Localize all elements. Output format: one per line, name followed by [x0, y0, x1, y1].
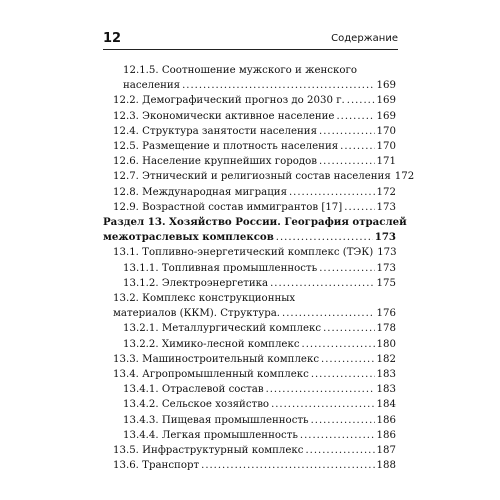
- toc-page-number: 169: [376, 80, 396, 92]
- dot-leader: [300, 428, 375, 443]
- toc-page-number: 186: [376, 414, 396, 426]
- toc-entry-title: 12.9. Возрастной состав иммигрантов [17]: [113, 201, 343, 213]
- toc-entry-line: [113, 367, 396, 382]
- toc-entry-line: [123, 276, 396, 291]
- toc-entry-line: [123, 397, 396, 412]
- toc-entry-line: [113, 443, 396, 458]
- toc-entry-title: 12.8. Международная миграция: [113, 186, 287, 198]
- toc-page-number: 170: [376, 141, 396, 153]
- toc-entry: [103, 367, 396, 382]
- toc-entry-line: [123, 337, 396, 352]
- toc-entry-title: материалов (ККМ). Структура.: [113, 308, 281, 320]
- dot-leader: [306, 443, 375, 458]
- toc-entry: [103, 397, 396, 412]
- toc-page-number: 180: [376, 338, 396, 350]
- toc-entry-line: [113, 200, 396, 215]
- toc-entry: [103, 154, 396, 169]
- toc-entry: [103, 382, 396, 397]
- running-head: Содержание: [331, 33, 398, 44]
- toc-page-number: 183: [376, 384, 396, 396]
- dot-leader: [201, 458, 374, 473]
- toc-entry-line: [113, 124, 396, 139]
- dot-leader: [270, 276, 374, 291]
- toc-page-number: 176: [376, 308, 396, 320]
- toc-entry: [103, 185, 396, 200]
- toc-entry-line: [113, 109, 396, 124]
- toc-entry: [103, 245, 396, 260]
- toc-entry-title: 13.4. Агропромышленный комплекс: [113, 369, 309, 381]
- toc-entry-title: 12.3. Экономически активное население: [113, 110, 335, 122]
- toc-entry: [103, 139, 396, 154]
- dot-leader: [319, 154, 375, 169]
- dot-leader: [266, 382, 375, 397]
- toc-entry: [103, 276, 396, 291]
- toc-entry: [103, 109, 396, 124]
- toc-page-number: 171: [376, 156, 396, 168]
- toc-entry-line: [123, 428, 396, 443]
- toc-entry-title: 13.4.4. Легкая промышленность: [123, 429, 298, 441]
- dot-leader: [282, 306, 375, 321]
- toc-entry-title: Раздел 13. Хозяйство России. География отраслей: [103, 216, 407, 229]
- toc-entry-title: 13.1.1. Топливная промышленность: [123, 262, 318, 274]
- dot-leader: [319, 124, 375, 139]
- toc-entry-line: [113, 291, 396, 306]
- dot-leader: [347, 93, 375, 108]
- toc-entry: [103, 413, 396, 428]
- toc-entry: [103, 261, 396, 276]
- dot-leader: [323, 321, 374, 336]
- toc-page-number: 188: [376, 460, 396, 472]
- toc-page-number: 178: [376, 323, 396, 335]
- toc-entry-title: 12.7. Этнический и религиозный состав населения: [113, 171, 391, 183]
- toc-entry-line: [123, 261, 396, 276]
- toc-entry-line: [113, 93, 396, 108]
- dot-leader: [336, 109, 374, 124]
- toc-page-number: 173: [374, 231, 396, 244]
- toc-entry-line: [113, 306, 396, 321]
- toc-entry-line: [113, 154, 396, 169]
- toc-entry: [103, 124, 396, 139]
- dot-leader: [311, 413, 375, 428]
- toc-entry-title: 13.3. Машиностроительный комплекс: [113, 353, 320, 365]
- toc-page-number: 173: [377, 247, 397, 259]
- toc-page-number: 186: [376, 429, 396, 441]
- toc-page-number: 169: [376, 95, 396, 107]
- toc-entry-line: [123, 382, 396, 397]
- toc-entry-title: межотраслевых комплексов: [103, 231, 274, 244]
- toc-page-number: 173: [376, 201, 396, 213]
- dot-leader: [321, 352, 375, 367]
- toc-page-number: 169: [376, 110, 396, 122]
- toc-entry-title: 13.2.2. Химико-лесной комплекс: [123, 338, 300, 350]
- toc-entry: [103, 169, 415, 184]
- dot-leader: [289, 185, 375, 200]
- toc-entry-line: [123, 78, 396, 93]
- toc-page-number: 175: [376, 277, 396, 289]
- toc-page-number: 172: [376, 186, 396, 198]
- toc-entry-line: [113, 139, 396, 154]
- toc-entry-line: [113, 352, 396, 367]
- table-of-contents: [103, 63, 415, 473]
- toc-page-number: 182: [376, 353, 396, 365]
- toc-entry-title: 12.1.5. Соотношение мужского и женского: [123, 65, 357, 76]
- dot-leader: [276, 230, 373, 245]
- toc-entry: [103, 337, 396, 352]
- toc-entry-line: [113, 169, 415, 184]
- toc-entry-title: населения: [123, 80, 181, 92]
- toc-entry-title: 13.5. Инфраструктурный комплекс: [113, 445, 304, 457]
- toc-section-heading: [103, 215, 407, 245]
- toc-page-number: 187: [376, 445, 396, 457]
- toc-entry-title: 13.4.1. Отраслевой состав: [123, 384, 264, 396]
- toc-entry-title: 13.4.2. Сельское хозяйство: [123, 399, 270, 411]
- toc-entry: [103, 458, 396, 473]
- toc-page-number: 184: [376, 399, 396, 411]
- toc-entry-title: 13.1. Топливно-энергетический комплекс (ТЭК): [113, 247, 374, 259]
- toc-entry-title: 12.2. Демографический прогноз до 2030 г.: [113, 95, 345, 107]
- toc-page-number: 183: [376, 369, 396, 381]
- toc-entry-line: [123, 321, 396, 336]
- toc-entry: [103, 63, 396, 93]
- toc-entry-title: 13.2. Комплекс конструкционных: [113, 293, 296, 305]
- dot-leader: [271, 397, 374, 412]
- toc-entry: [103, 93, 396, 108]
- page-header: [103, 31, 398, 50]
- dot-leader: [311, 367, 375, 382]
- toc-entry: [103, 428, 396, 443]
- toc-entry: [103, 321, 396, 336]
- toc-entry-title: 12.4. Структура занятости населения: [113, 125, 318, 137]
- toc-entry: [103, 443, 396, 458]
- toc-entry-title: 12.6. Население крупнейших городов: [113, 156, 317, 168]
- toc-page-number: 170: [376, 125, 396, 137]
- dot-leader: [319, 261, 374, 276]
- toc-entry-title: 13.6. Транспорт: [113, 460, 200, 472]
- page-number: 12: [103, 31, 122, 46]
- dot-leader: [340, 139, 374, 154]
- dot-leader: [182, 78, 374, 93]
- toc-entry-line: [123, 63, 396, 78]
- toc-entry-title: 12.5. Размещение и плотность населения: [113, 141, 339, 153]
- toc-entry: [103, 352, 396, 367]
- toc-entry: [103, 200, 396, 215]
- toc-entry-line: [113, 458, 396, 473]
- toc-entry-title: 13.1.2. Электроэнергетика: [123, 277, 269, 289]
- dot-leader: [302, 337, 375, 352]
- toc-entry-line: [113, 245, 396, 260]
- toc-entry-line: [103, 215, 407, 230]
- toc-entry-line: [103, 230, 396, 245]
- toc-entry: [103, 291, 396, 321]
- toc-entry-title: 13.4.3. Пищевая промышленность: [123, 414, 309, 426]
- toc-entry-line: [113, 185, 396, 200]
- dot-leader: [344, 200, 374, 215]
- toc-page-number: 173: [376, 262, 396, 274]
- toc-entry-title: 13.2.1. Металлургический комплекс: [123, 323, 322, 335]
- toc-entry-line: [123, 413, 396, 428]
- toc-page-number: 172: [394, 171, 415, 183]
